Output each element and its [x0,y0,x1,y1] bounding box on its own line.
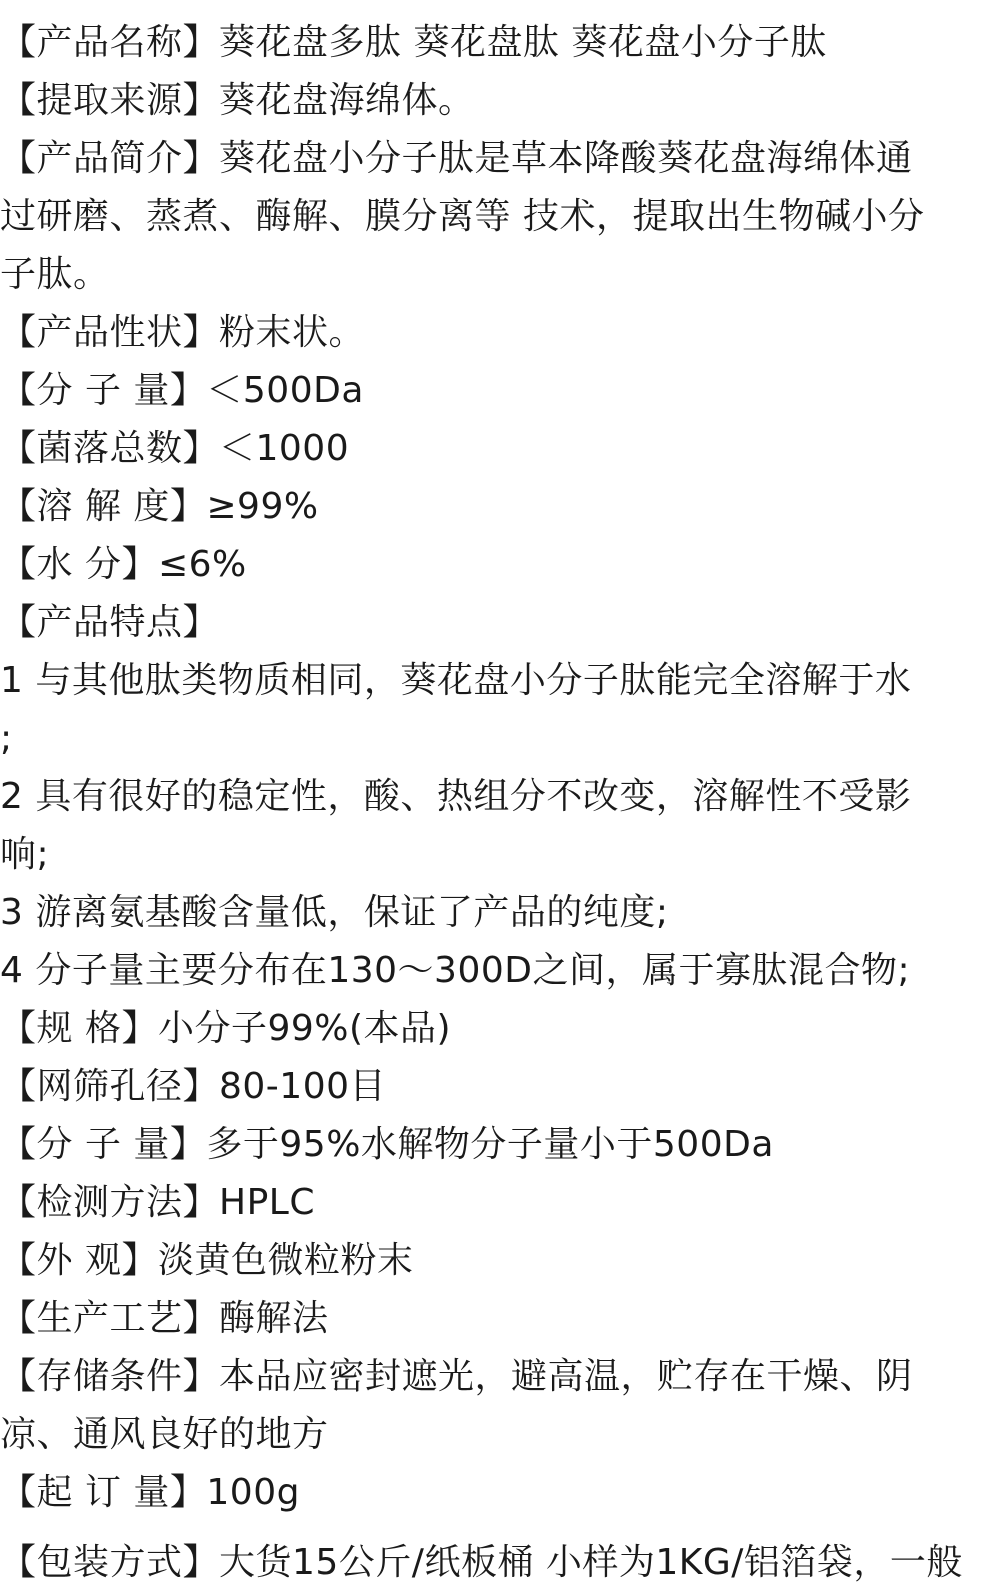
text-line: 【分 子 量】多于95%水解物分子量小于500Da [0,1124,774,1165]
text-line: 4 分子量主要分布在130～300D之间，属于寡肽混合物; [0,950,911,991]
text-line: 2 具有很好的稳定性，酸、热组分不改变，溶解性不受影 [0,776,912,817]
text-line: 【水 分】≤6% [0,544,247,585]
text-line: 【菌落总数】＜1000 [0,428,350,469]
text-line: 【产品特点】 [0,602,220,643]
text-line: 【分 子 量】＜500Da [0,370,364,411]
text-line-partial: 【包装方式】大货15公斤/纸板桶 小样为1KG/铝箔袋，一般 [0,1542,963,1583]
text-line: 【外 观】淡黄色微粒粉末 [0,1240,414,1281]
text-line: 【网筛孔径】80-100目 [0,1066,387,1107]
text-line: 凉、通风良好的地方 [0,1414,329,1455]
text-line: 过研磨、蒸煮、酶解、膜分离等 技术，提取出生物碱小分 [0,196,925,237]
text-line: 【提取来源】葵花盘海绵体。 [0,80,475,121]
text-line: 子肽。 [0,254,110,295]
text-line: 【规 格】小分子99%(本品) [0,1008,452,1049]
text-line: ; [0,718,13,759]
text-line: 【溶 解 度】≥99% [0,486,319,527]
text-line: 【检测方法】HPLC [0,1182,315,1223]
text-line: 【存储条件】本品应密封遮光，避高温，贮存在干燥、阴 [0,1356,913,1397]
text-line: 【产品简介】葵花盘小分子肽是草本降酸葵花盘海绵体通 [0,138,913,179]
spec-document [0,14,1000,1583]
text-line: 【产品名称】葵花盘多肽 葵花盘肽 葵花盘小分子肽 [0,22,827,63]
text-line: 响; [0,834,50,875]
text-line: 【起 订 量】100g [0,1472,300,1513]
text-line: 3 游离氨基酸含量低，保证了产品的纯度; [0,892,669,933]
text-line: 1 与其他肽类物质相同，葵花盘小分子肽能完全溶解于水 [0,660,912,701]
text-line: 【生产工艺】酶解法 [0,1298,329,1339]
text-line: 【产品性状】粉末状。 [0,312,366,353]
